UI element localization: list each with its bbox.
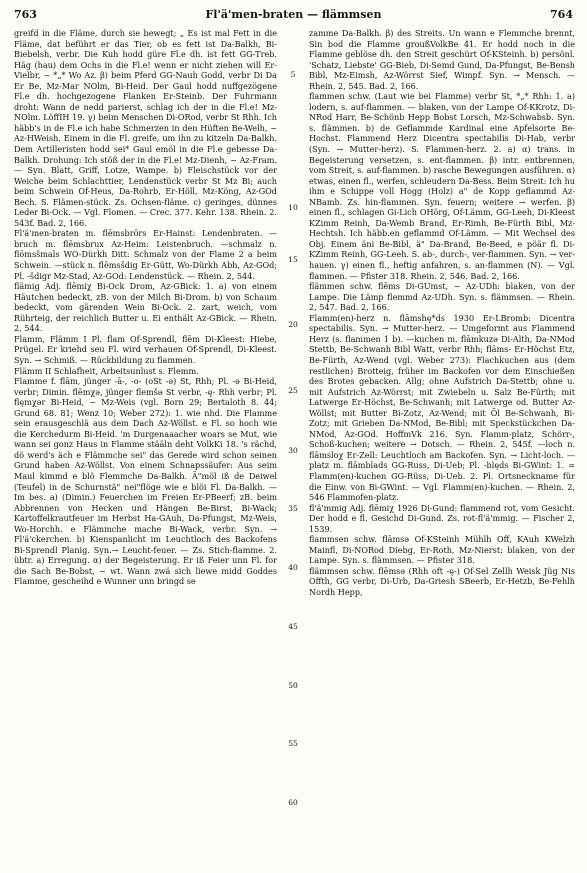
entry-flammsen: flammsen schw. flāmsə Of-KSteinh Mühlh Off, KAuh KWelzh Mainfl, Di-NORod Diebg, Er-Roth, Mz-Nierst: blaken, von der Lampe. Syn. s. flämmsen. — Pfister 318.: [309, 534, 575, 566]
line-number: 10: [288, 203, 298, 212]
right-column: [309, 28, 575, 866]
entry-flaemm-2: Flämm II Schlafheit, Arbeitsunlust s. Flemm.: [14, 365, 199, 376]
line-number: 60: [288, 798, 298, 807]
running-title: Fl'ä'men-braten — flämmsen: [205, 8, 382, 21]
left-column: [14, 28, 277, 866]
entry-flaemmen: flämmen schw. flēms Di-GUmst, ~ Az-UDh: blaken, von der Lampe. Die Lämp flemmd Az-UDh. Syn. s. flämmsen. — Rhein. 2, 547. Bad. 2, 166.: [309, 281, 575, 313]
line-number: 20: [288, 320, 298, 329]
line-number: 15: [288, 255, 298, 264]
line-number: 25: [288, 386, 298, 395]
line-number: 30: [288, 446, 298, 455]
entry-flamme: Flamme f. flām, jünger -ā-, -o- (oSt -ə) St, Rhh; Pl. -ə Bi-Heid, verbr; Dimin. flēmχə, jünger flemšə St verbr, -ę- Rhh verbr; Pl. flęmχər Bi-Heid, ~ Mz-Weis (vgl. Born 29; Bertaloth 8. 44; Grund 68. 81; Wenz 10; Weber 272): 1. wie nhd. Die Flamme sein erausgeschlä aus dem Dach Az-Wöllst. e Fl. so hoch wie die Kerchedurm Bi-Heid. 'm Durgenaaacher woars se Mut, wie wann sei gonz Haus in Flamme stääln deht VolkKi 18. 's rächd, dö werd's äch e Flämmche sei" das Gerede wird schon seinen Grund haben Az-Wöllst. Von einem Schnapssäufer: Aus seim Maul kimmd e blö Flemmche Da-Balkh. Ä"möl iß de Deiwel (Teufel) in de Schurnstä" nei"flöge wie e blöi Fl. Da-Balkh. — Im bes. a) (Dimin.) Feuerchen im Freien Er-PBeerf; zB. beim Abbrennen von Hecken und Hängen Be-Birst, Bi-Wack; Kartoffelkrautfeuer im Herbst Ha-GAuh, Da-Pfungst, Mz-Weis, Wo-Horchh. e Flämmche mache Bi-Wack, verbr. Syn. → Fl'ä'ckerchen. b) Kienspanlicht im Leuchtloch des Backofens Bi-Sprendl Planig. Syn.→ Leucht-feuer. — Zs. Stich-flamme. 2. übtr. a) Erregung. α) der Begeisterung. Er iß Feier unn Fl. for die Sach Be-Bobst, ~ wt. Wann zwä sich liewe midd Goddes Flamme, gescheihd e Wunner unn bringd se: [14, 376, 277, 587]
page-number-left: 763: [14, 8, 37, 21]
entry-flamme-continued: zamme Da-Balkh. β) des Streits. Un wann e Flemmche brennt, Sin bod die Flamme groußVolkBe 41. Er hodd noch in die Flamme geblöse dh. den Streit geschürt Of-KSteinh. b) persönl. 'Schatz, Liebste' GG-Bieb, Di-Semd Gund, Da-Pfungst, Be-Bensh Bibl, Mz-Eimsh, Az-Wörrst Sief, Wimpf. Syn. → Mensch. — Rhein. 2, 545. Bad. 2, 166.: [309, 28, 575, 91]
entry-flamm-1: Flamm, Flämm I Pl. flam Of-Sprendl, flēm Di-Kleest: Hiebe, Prügel. Er kriehd seu Fl. wird verhauen Of-Sprendl, Di-Kleest. Syn. → Schmiß. — Rückbildung zu flammen.: [14, 333, 277, 365]
entry-flaemmsen: flämmsen schw. flēmsə (Rhh oft -ę-) Of-Sel Zellh Weisk Jüg Nis Offth, GG verbr, Di-Urb, Da-Griesh SBeerb, Er-Hetzb, Be-Fehlh Nordh Hepp,: [309, 565, 575, 597]
line-number: 35: [288, 504, 298, 513]
entry-flaeme-continued: greifd in die Fläme, durch sie bewegt; „ Es ist mal Fett in die Fläme, dat beführt er das Tier, ob es fett ist Da-Balkh, Bi-Biebelsh, verbr. Die Kuh hodd güre Fl.e dh. ist fett GG-Treb. Häg (hau) dem Ochs in die Fl.e! wenn er nicht ziehen will Er-Vielbr, ~ *„* Wo Az. β) beim Pferd GG-Nauh Godd, verbr Di Da Er Be, Mz-Mar NOlm, Bi-Heid. Der Gaul hodd nuffgezögene Fl.e dh. hochgezogene Flanken Er-Steinb. Der Fuhrmann droht: Wann de nedd parierst, schlag ich der in die Fl.e! Mz-NOlm. LöffIH 19. γ) beim Menschen Di-ORod, verbr St Rhh. Ich häbb's in de Fl.e ich habe Schmerzen in den Hüften Be-Welh, ~ Az-HWeish. Einem in die Fl. greife, um ihn zu kitzeln Da-Balkh. Dem Artilleristen hodd sei* Gaul emöl in die Fl.e gebesse Da-Balkh. Drohung: Ich stöß der in die Fl.e! Mz-Dienh, ~ Az-Fram. — Syn. Blatt, Griff, Lotze, Wampe. b) Fleischstück vor der Weiche beim Schlachttier, Lendenstück verbr St Mz Bi; auch beim Schwein Of-Heus, Da-Rohrb, Er-Höll, Mz-Köng, Az-GOd Bech. S. Flämen-stück. Zs. Ochsen-fläme. c) geringes, dünnes Leder Bi-Ock. — Vgl. Flomen. — Crec. 377. Kehr. 138. Rhein. 2. 543f. Bad. 2, 166.: [14, 28, 277, 228]
line-number: 40: [288, 563, 298, 572]
line-number: 5: [290, 70, 296, 79]
entry-flammen: flammen schw. (Laut wie bei Flamme) verbr St, *„* Rhh: 1. a) lodern, s. auf-flammen. — blaken, von der Lampe Of-KKrotz, Di-NRod Harr, Be-Schönb Hepp Bobst Lorsch, Mz-Schwabsb. Syn. s. flämmen. b) de Geflammde Kardinal eine Apfelsorte Be-Hochst. Flammend Herz Dicentra spectabilis Di-Hab, verbr (Syn. → Mutter-herz). S. Flammen-herz. 2. a) α) trans. in Begeisterung versetzen, s. ent-flammen. β) intr. entbrennen, vom Streit, s. auf-flammen. b) rasche Bewegungen ausführen. α) etwas, einen fl., werfen, schleudern Da-Bess. Beim Streit: Ich hu ihm e Schippe voll Hogg (Holz) a" de Kopp geflammd Az-NBamb. Zs. hin-flammen. Syn. feuern; weitere → werfen. β) einen fl., schlagen Gi-Lich OHörg, Of-Lämm, GG-Leeh, Di-Kleest KZimm Reinh, Da-Wemb Brand, Er-Rimh, Be-Fürth Bibl, Mz-Hechtsh. Ich häbb.en geflammd Of-Lämm. — Mit Wechsel des Obj. Einem äni Be-Bibl, ä" Da-Brand, Be-Beed, e pöär fl. Di-KZimm Reinh, GG-Leeh. S. ab-, durch-, ver-flammen. Syn. → ver-hauen. γ) einen fl., heftig anfahren, s. an-flammen (N). — Vgl. flammen. — Pfister 318. Rhein. 2, 546. Bad. 2, 166.: [309, 91, 575, 281]
line-number: 50: [288, 681, 298, 690]
page-number-right: 764: [550, 8, 573, 21]
entry-flaemen-braten: Fl'ä'men-braten m. flēmsbrōrs Er-Hainst: Lendenbraten. —bruch m. flēmsbrux Az-Heim: Leistenbruch. —schmalz n. flōmsšmals WO-Dürkh Ditt: Schmalz von der Flame 2 a beim Schwein. —stück n. flēmsšdig Er-Gütt, Wo-Dürkh Abh, Az-GOd; Pl. -šdigr Mz-Stad, Az-GOd: Lendenstück. — Rhein. 2, 544.: [14, 228, 277, 281]
entry-flaemmig: fl'ä'mmig Adj. flēmiχ 1926 Di-Gund: flammend rot, vom Gesicht. Der hodd e fl. Gesichd Di-Gund. Zs. rot-fl'ä'mmig. — Fischer 2, 1539.: [309, 502, 575, 534]
entry-flaemig: flämig Adj. flēmiχ Bi-Ock Drom, Az-GBick: 1. a) von einem Häutchen bedeckt, zB. von der Milch Bi-Drom. b) von Schaum bedeckt, vom gärenden Wein Bi-Ock. 2. zart, weich, vom Rührteig, der reichlich Butter u. Ei enthält Az-GBick. — Rhein. 2, 544.: [14, 281, 277, 334]
entry-flammen-herz: Flamm(en)-herz n. flāmshę*ds 1930 Er-LBromb: Dicentra spectabilis. Syn. → Mutter-herz. — Umgeformt aus Flammend Herz (s. flammen 1 b). —kuchen m. flāmkuzə Di-Alth, Da-NMod Stettb, Be-Schwanh Bibl Watt, verbr Rhh; flāms- Er-Höchst Etz, Be-Fürth, Az-Wend (vgl. Weber 273): Flachkuchen aus (dem restlichen) Brotteig, früher im Backofen vor dem Einschießen des Brotes gebacken. Allg; ohne Aufstrich Da-Stettb; ohne u. mit Aufstrich Az-Wörrst; mit Zwiebeln u. Salz Be-Fürth; mit Latwerge Er-Höchst, Be-Schwanh; mit Latwerge od. Butter Az-Wöllst; mit Butter Bi-Zotz, Az-Wend; mit Öl Be-Schwanh, Bi-Zotz; mit Grieben Da-NMod, Be-Bibl; mit Speckstückchen Da-NMod, Az-GOd. HoffmVk 216. Syn. Flamm-platz, Schörr-, Schoß-kuchen; weitere → Dotsch. — Rhein. 2, 545f. —loch n. flāmsloχ Er-Zell: Leuchtloch am Backofen. Syn. → Licht-loch. —platz m. flāmblads GG-Russ, Di-Ueb; Pl. -blęds Bi-GWint: 1. = Flamm(en)-kuchen GG-Rüss, Di-Ueb. 2. Pl. Ortsneckname für die Einw. von Bi-GWint. — Vgl. Flamm(en)-kuchen. — Rhein. 2, 546 Flammofen-platz.: [309, 312, 575, 503]
line-number: 45: [288, 622, 298, 631]
line-number: 55: [288, 739, 298, 748]
